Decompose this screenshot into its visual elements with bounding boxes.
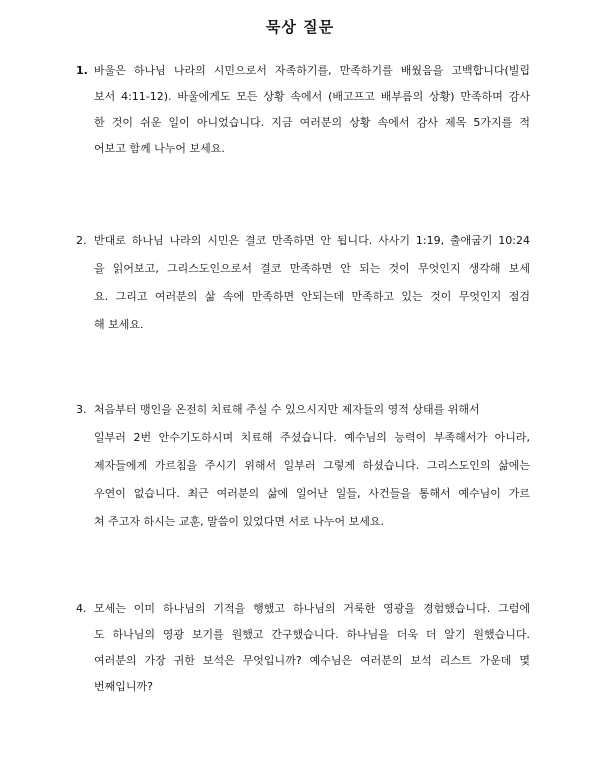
question-number: 4. — [76, 602, 87, 615]
question-text-line: 처음부터 맹인을 온전히 치료해 주실 수 있으시지만 제자들의 영적 상태를 위해서 — [94, 403, 480, 416]
question-text-line: 해 보세요. — [94, 318, 144, 331]
question-text-line: 모세는 이미 하나님의 기적을 행했고 하나님의 거룩한 영광을 경험했습니다. 그럼에 — [94, 602, 530, 615]
question-text-line: 여러분의 가장 귀한 보석은 무엇입니까? 예수님은 여러분의 보석 리스트 가운데 몇 — [94, 654, 530, 667]
question-text-line: 요. 그리고 여러분의 삶 속에 만족하면 안되는데 만족하고 있는 것이 무엇인지 점검 — [94, 290, 530, 303]
question-text-line: 우연이 없습니다. 최근 여러분의 삶에 일어난 일들, 사건들을 통해서 예수님이 가르 — [94, 487, 530, 500]
question-number: 1. — [76, 64, 88, 77]
question-text-line: 어보고 함께 나누어 보세요. — [94, 142, 225, 155]
page-title: 묵상 질문 — [265, 18, 335, 36]
question-number: 2. — [76, 234, 87, 247]
question-text-line: 도 하나님의 영광 보기를 원했고 간구했습니다. 하나님을 더욱 더 알기 원했습니다. — [94, 628, 530, 641]
question-text-line: 제자들에게 가르침을 주시기 위해서 일부러 그렇게 하셨습니다. 그리스도인의 삶에는 — [94, 459, 530, 472]
question-text-line: 을 읽어보고, 그리스도인으로서 결코 만족하면 안 되는 것이 무엇인지 생각해 보세 — [94, 262, 530, 275]
question-text-line: 번째입니까? — [94, 680, 153, 693]
question-text-line: 쳐 주고자 하시는 교훈, 말씀이 있었다면 서로 나누어 보세요. — [94, 515, 384, 528]
question-text-line: 반대로 하나님 나라의 시민은 결코 만족하면 안 됩니다. 사사기 1:19, 출애굽기 10:24 — [94, 234, 530, 247]
question-number: 3. — [76, 403, 87, 416]
question-text-line: 보서 4:11-12). 바울에게도 모든 상황 속에서 (배고프고 배부름의 상황) 만족하며 감사 — [94, 90, 530, 103]
question-text-line: 한 것이 쉬운 일이 아니었습니다. 지금 여러분의 상황 속에서 감사 제목 5가지를 적 — [94, 116, 530, 129]
question-text-line: 일부러 2번 안수기도하시며 치료해 주셨습니다. 예수님의 능력이 부족해서가 아니라, — [94, 431, 530, 444]
question-text-line: 바울은 하나님 나라의 시민으로서 자족하기를, 만족하기를 배웠음을 고백합니다(빌립 — [94, 64, 530, 77]
